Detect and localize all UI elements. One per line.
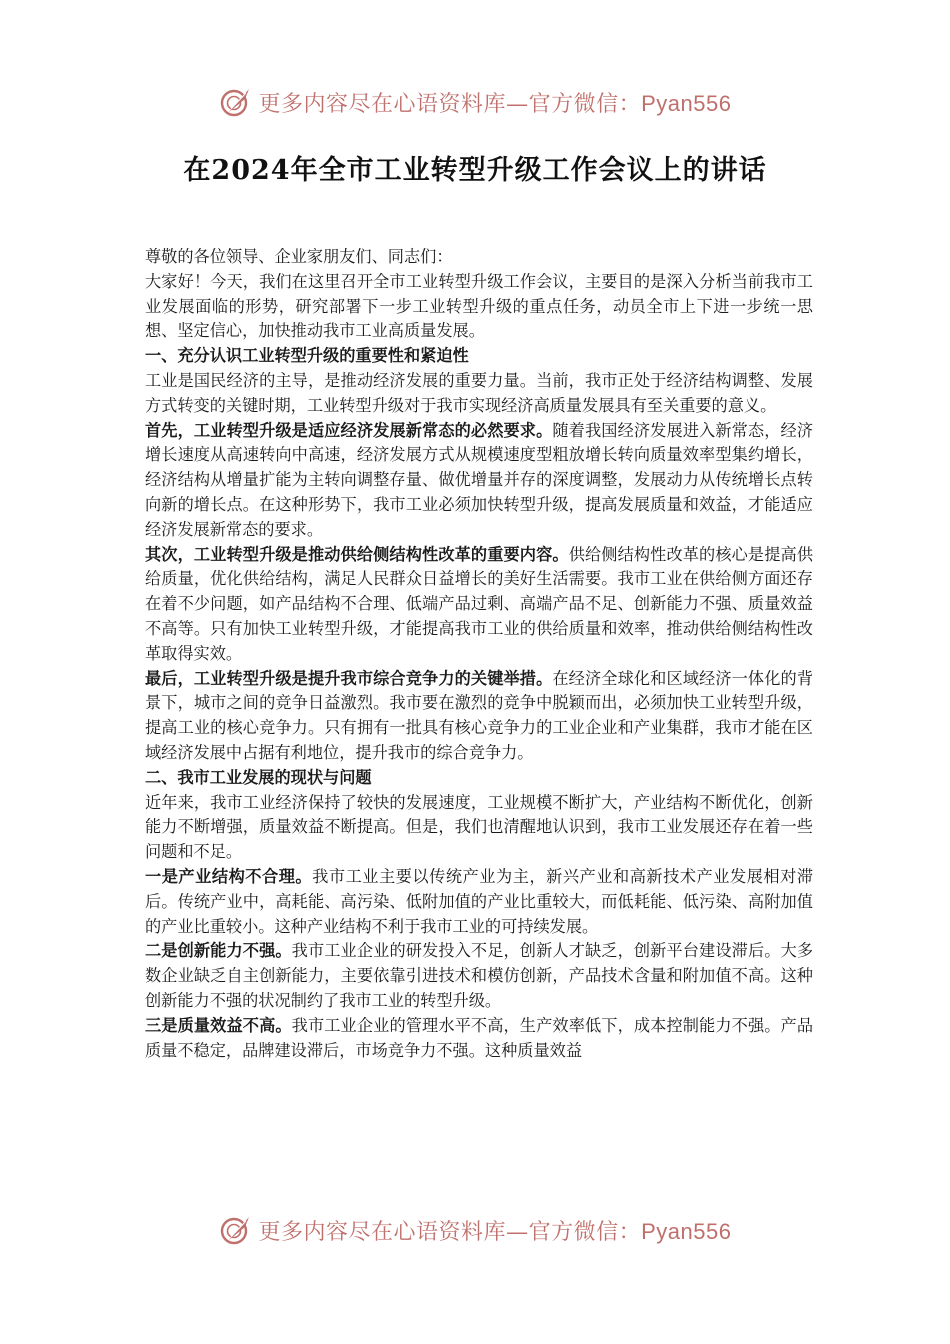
footer-banner <box>0 1210 950 1250</box>
banner-dash: — <box>506 1219 529 1245</box>
document-title: 在2024年全市工业转型升级工作会议上的讲话 <box>183 155 767 186</box>
section-1-point <box>145 543 813 667</box>
salutation: 尊敬的各位领导、企业家朋友们、同志们： <box>145 247 453 266</box>
quill-logo-icon <box>219 1213 253 1247</box>
section-1-paragraph: 工业是国民经济的主导，是推动经济发展的重要力量。当前，我市正处于经济结构调整、发展方式转变的关键时期，工业转型升级对于我市实现经济高质量发展具有至关重要的意义。 <box>145 370 813 415</box>
point-text: 随着我国经济发展进入新常态，经济增长速度从高速转向中高速，经济发展方式从规模速度型粗放增长转向质量效率型集约增长，经济结构从增量扩能为主转向调整存量、做优增量并存的深度调整，发展动力从传统增长点转向新的增长点。在这种形势下，我市工业必须加快转型升级，提高发展质量和效益，才能适应经济发展新常态的要求。 <box>145 420 814 539</box>
banner-wechat-label: 官方微信： <box>528 91 642 117</box>
banner-text <box>259 1215 732 1246</box>
banner-text <box>259 87 732 118</box>
section-2-point <box>145 1014 813 1064</box>
section-1-point <box>145 419 813 543</box>
banner-wechat-label: 官方微信： <box>528 1219 642 1245</box>
point-lead: 一是产业结构不合理。 <box>145 866 313 886</box>
point-lead: 最后，工业转型升级是提升我市综合竞争力的关键举措。 <box>145 668 553 688</box>
banner-wechat-id: Pyan556 <box>641 90 732 116</box>
point-text: 我市工业企业的研发投入不足，创新人才缺乏，创新平台建设滞后。大多数企业缺乏自主创新能力，主要依靠引进技术和模仿创新，产品技术含量和附加值不高。这种创新能力不强的状况制约了我市工业的转型升级。 <box>145 941 814 1010</box>
section-2-point <box>145 939 813 1013</box>
header-banner <box>0 82 950 122</box>
document-body <box>145 245 813 1063</box>
section-2-heading: 二、我市工业发展的现状与问题 <box>145 767 372 787</box>
point-text: 供给侧结构性改革的核心是提高供给质量，优化供给结构，满足人民群众日益增长的美好生活需要。我市工业在供给侧方面还存在着不少问题，如产品结构不合理、低端产品过剩、高端产品不足、创新能力不强、质量效益不高等。只有加快工业转型升级，才能提高我市工业的供给质量和效率，推动供给侧结构性改革取得实效。 <box>145 544 814 663</box>
intro-paragraph: 大家好！今天，我们在这里召开全市工业转型升级工作会议，主要目的是深入分析当前我市工业发展面临的形势，研究部署下一步工业转型升级的重点任务，动员全市上下进一步统一思想、坚定信心，加快推动我市工业高质量发展。 <box>145 271 813 341</box>
banner-wechat-id: Pyan556 <box>641 1218 732 1244</box>
section-1-heading: 一、充分认识工业转型升级的重要性和紧迫性 <box>145 346 469 366</box>
point-text: 我市工业主要以传统产业为主，新兴产业和高新技术产业发展相对滞后。传统产业中，高耗能、高污染、低附加值的产业比重较大，而低耗能、低污染、高附加值的产业比重较小。这种产业结构不利于我市工业的可持续发展。 <box>145 866 814 936</box>
banner-dash: — <box>506 91 529 117</box>
point-lead: 其次，工业转型升级是推动供给侧结构性改革的重要内容。 <box>145 544 569 564</box>
point-text: 我市工业企业的管理水平不高，生产效率低下，成本控制能力不强。产品质量不稳定，品牌建设滞后，市场竞争力不强。这种质量效益 <box>145 1015 814 1060</box>
banner-site-text: 更多内容尽在心语资料库 <box>258 1219 507 1245</box>
section-2-point <box>145 865 813 939</box>
section-1-point <box>145 667 813 766</box>
section-2-paragraph: 近年来，我市工业经济保持了较快的发展速度，工业规模不断扩大，产业结构不断优化，创新能力不断增强，质量效益不断提高。但是，我们也清醒地认识到，我市工业发展还存在着一些问题和不足。 <box>145 792 813 862</box>
point-lead: 二是创新能力不强。 <box>145 941 292 961</box>
point-text: 在经济全球化和区域经济一体化的背景下，城市之间的竞争日益激烈。我市要在激烈的竞争中脱颖而出，必须加快工业转型升级，提高工业的核心竞争力。只有拥有一批具有核心竞争力的工业企业和产业集群，我市才能在区域经济发展中占据有利地位，提升我市的综合竞争力。 <box>145 668 814 762</box>
quill-logo-icon <box>219 85 253 119</box>
point-lead: 首先，工业转型升级是适应经济发展新常态的必然要求。 <box>145 420 553 440</box>
banner-site-text: 更多内容尽在心语资料库 <box>258 91 507 117</box>
point-lead: 三是质量效益不高。 <box>145 1015 292 1035</box>
